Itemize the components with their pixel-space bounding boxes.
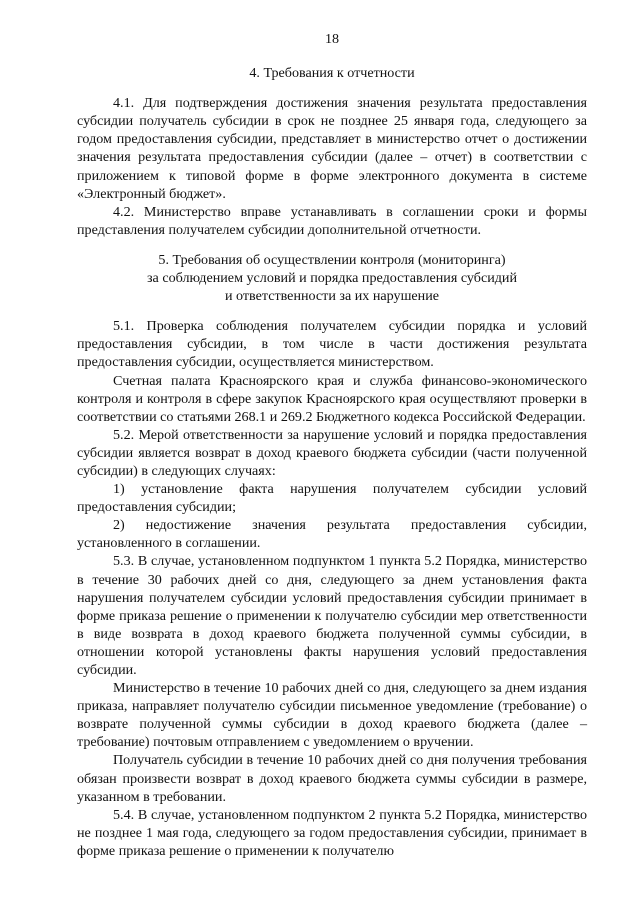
section-5-heading [77, 251, 587, 305]
paragraph-refund: Получатель субсидии в течение 10 рабочих дней со дня получения требования обязан произвести возврат в доход краевого бюджета суммы субсидии в размере, указанном в требовании. [77, 752, 587, 805]
section-gap [77, 239, 587, 251]
page-number: 18 [324, 31, 340, 47]
section-4-heading: 4. Требования к отчетности [249, 65, 415, 82]
paragraph-audit-chamber: Счетная палата Красноярского края и служба финансово-экономического контроля и контроля в сфере закупок Красноярского края осуществляют проверки в соответствии со статьями 268.1 и 269.2 Бюджетного кодекса Российской Федерации. [77, 372, 587, 425]
section-5-heading-line-2: за соблюдением условий и порядка предоставления субсидий [146, 270, 517, 287]
document-page [77, 30, 587, 860]
section-5-heading-line-3: и ответственности за их нарушение [224, 288, 440, 305]
paragraph-4-1: 4.1. Для подтверждения достижения значения результата предоставления субсидии получатель субсидии в срок не позднее 25 января года, следующего за годом предоставления субсидии, представляет в министерство отчет о достижении значения результата предоставления субсидии (далее – отчет) в соответствии с приложением к типовой форме в форме электронного документа в системе «Электронный бюджет». [77, 95, 587, 202]
paragraph-5-1: 5.1. Проверка соблюдения получателем субсидии порядка и условий предоставления субсидии, в том числе в части достижения результата предоставления субсидии, осуществляется министерством. [77, 318, 587, 371]
paragraph-5-4: 5.4. В случае, установленном подпунктом 2 пункта 5.2 Порядка, министерство не позднее 1 мая года, следующего за годом предоставления субсидии, принимает в форме приказа решение о применении к получателю [77, 806, 587, 859]
paragraph-4-2: 4.2. Министерство вправе устанавливать в соглашении сроки и формы представления получателем субсидии дополнительной отчетности. [77, 203, 587, 238]
paragraph-5-2: 5.2. Мерой ответственности за нарушение условий и порядка предоставления субсидии является возврат в доход краевого бюджета субсидии (части полученной субсидии) в следующих случаях: [77, 426, 587, 479]
paragraph-5-2-item-1: 1) установление факта нарушения получателем субсидии условий предоставления субсидии; [77, 481, 587, 516]
paragraph-5-3: 5.3. В случае, установленном подпунктом 1 пункта 5.2 Порядка, министерство в течение 30 рабочих дней со дня, следующего за днем установления факта нарушения получателем субсидии условий предоставления субсидии принимает в форме приказа решение о применении к получателю субсидии мер ответственности в виде возврата в доход краевого бюджета полученной суммы субсидии, в отношении которой установлены факты нарушения условий предоставления субсидии. [77, 553, 587, 678]
paragraph-notification: Министерство в течение 10 рабочих дней со дня, следующего за днем издания приказа, направляет получателю субсидии письменное уведомление (требование) о возврате полученной суммы субсидии в доход краевого бюджета (далее – требование) почтовым отправлением с уведомлением о вручении. [77, 680, 587, 751]
section-5-heading-line-1: 5. Требования об осуществлении контроля (мониторинга) [158, 251, 506, 268]
paragraph-5-2-item-2: 2) недостижение значения результата предоставления субсидии, установленного в соглашении. [77, 517, 587, 552]
